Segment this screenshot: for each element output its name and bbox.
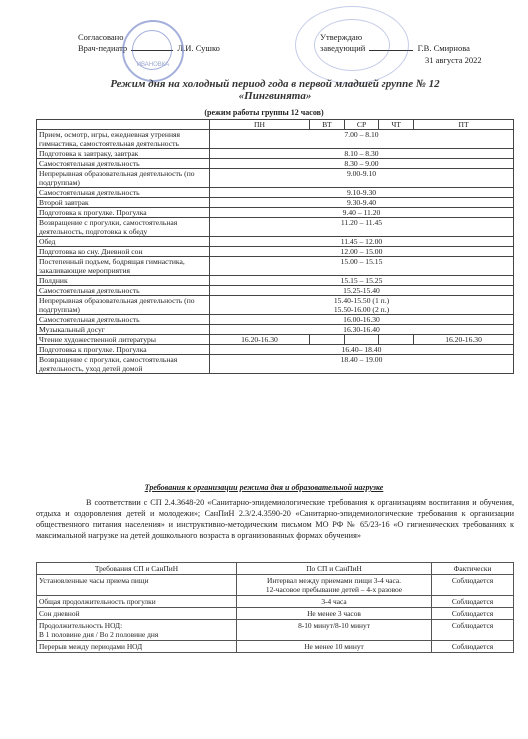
norm-cell — [237, 596, 432, 608]
stamp-left — [122, 20, 184, 82]
time-cell-empty — [344, 335, 378, 345]
time-cell — [210, 198, 514, 208]
time-cell — [210, 188, 514, 198]
time-value-2: 15.50-16.00 (2 п.) — [333, 305, 390, 314]
time-cell — [210, 257, 514, 276]
fact-text: Соблюдается — [451, 576, 494, 585]
activity-cell: Подготовка к завтраку, завтрак — [37, 149, 210, 159]
norm-text: Не менее 10 минут — [304, 642, 364, 651]
time-value: 16.40– 18.40 — [341, 345, 382, 354]
requirement-text: Сон дневной — [39, 609, 80, 618]
req-header: По СП и СанПиН — [237, 563, 432, 575]
activity-cell: Музыкальный досуг — [37, 325, 210, 335]
norm-cell — [237, 608, 432, 620]
schedule-row — [37, 335, 514, 345]
schedule-row — [37, 218, 514, 237]
time-cell-empty — [379, 335, 414, 345]
activity-cell: Непрерывная образовательная деятельность (по подгруппам) — [37, 296, 210, 315]
req-header: Требования СП и СанПиН — [37, 563, 237, 575]
schedule-row — [37, 315, 514, 325]
activity-cell: Самостоятельная деятельность — [37, 159, 210, 169]
activity-cell: Возвращение с прогулки, самостоятельная деятельность, уход детей домой — [37, 355, 210, 374]
time-value: 9.30-9.40 — [346, 198, 377, 207]
norm-text: Интервал между приемами пищи 3-4 часа. — [266, 576, 401, 585]
regulation-paragraph — [36, 497, 514, 541]
activity-cell: Самостоятельная деятельность — [37, 315, 210, 325]
time-value: 18.40 – 19.00 — [340, 355, 383, 364]
schedule-row — [37, 188, 514, 198]
time-cell — [210, 276, 514, 286]
schedule-row — [37, 355, 514, 374]
time-value: 15.15 – 15.25 — [340, 276, 383, 285]
requirement-row — [37, 620, 514, 641]
schedule-row — [37, 257, 514, 276]
stamp-inner-ring — [314, 19, 390, 71]
activity-cell: Непрерывная образовательная деятельность (по подгруппам) — [37, 169, 210, 188]
time-cell — [210, 208, 514, 218]
time-cell-mon: 16.20-16.30 — [210, 335, 310, 345]
requirement-text: Общая продолжительность прогулки — [39, 597, 156, 606]
time-cell — [210, 325, 514, 335]
approval-right-label: Утверждаю — [320, 32, 363, 42]
section-title: Требования к организации режима дня и образовательной нагрузке — [144, 483, 384, 492]
schedule-header-row — [37, 120, 514, 130]
time-cell — [210, 315, 514, 325]
requirements-table — [36, 562, 514, 653]
activity-cell: Постепенный подъем, бодрящая гимнастика, закаливающие мероприятия — [37, 257, 210, 276]
norm-text-2: 12-часовое пребывание детей – 4-х разовое — [265, 585, 403, 594]
approval-left-label: Согласовано — [78, 32, 124, 42]
title-line-1: Режим дня на холодный период года в первой младшей группе № 12 — [110, 78, 440, 90]
norm-text: 3-4 часа — [321, 597, 347, 606]
activity-cell: Самостоятельная деятельность — [37, 286, 210, 296]
activity-cell: Обед — [37, 237, 210, 247]
stamp-right — [295, 6, 409, 84]
norm-cell — [237, 641, 432, 653]
activity-cell: Подготовка к прогулке. Прогулка — [37, 345, 210, 355]
requirement-cell — [37, 596, 237, 608]
paragraph-text: В соответствии с СП 2.4.3648-20 «Санитарно-эпидемиологические требования к организациям воспитания и обучения, отдыха и оздоровления детей и молодежи»; СанПиН 2.3/2.4.3590-20 «Санитарно-эпидемиологические требования к организации общественного питания населения» и инструктивно-методическим письмом МО РФ № 65/23-16 «О гигиенических требованиях к максимальной нагрузке на детей дошкольного возраста в организованных формах обучения» — [36, 498, 514, 540]
time-cell — [210, 286, 514, 296]
approval-left-name: Л.И. Сушко — [177, 43, 220, 53]
time-cell — [210, 345, 514, 355]
schedule-row — [37, 149, 514, 159]
schedule-row — [37, 198, 514, 208]
subtitle: (режим работы группы 12 часов) — [204, 108, 324, 117]
activity-cell: Второй завтрак — [37, 198, 210, 208]
time-value: 15.40-15.50 (1 п.) — [333, 296, 390, 305]
time-value: 15.25-15.40 — [343, 286, 380, 295]
requirement-row — [37, 608, 514, 620]
schedule-row — [37, 169, 514, 188]
time-cell — [210, 130, 514, 149]
activity-cell: Прием, осмотр, игры, ежедневная утренняя гимнастика, самостоятельная деятельность — [37, 130, 210, 149]
fact-text: Соблюдается — [451, 621, 494, 630]
req-header: Фактически — [432, 563, 514, 575]
requirement-row — [37, 641, 514, 653]
norm-text: Не менее 3 часов — [307, 609, 361, 618]
requirement-cell — [37, 575, 237, 596]
document-title — [40, 78, 510, 102]
time-cell — [210, 218, 514, 237]
time-cell — [210, 355, 514, 374]
time-value: 9.40 – 11.20 — [342, 208, 381, 217]
requirement-cell — [37, 620, 237, 641]
time-cell — [210, 159, 514, 169]
day-header: ПТ — [414, 120, 514, 130]
time-value: 15.00 – 15.15 — [340, 257, 383, 266]
title-line-2: «Пингвинята» — [238, 90, 312, 102]
time-cell — [210, 247, 514, 257]
schedule-table — [36, 119, 514, 374]
fact-text: Соблюдается — [451, 642, 494, 651]
time-cell-empty — [309, 335, 344, 345]
time-cell — [210, 237, 514, 247]
time-cell — [210, 169, 514, 188]
norm-text: 8-10 минут/8-10 минут — [298, 621, 370, 630]
time-value: 16.30-16.40 — [343, 325, 380, 334]
day-header: ВТ — [309, 120, 344, 130]
time-value: 12.00 – 15.00 — [340, 247, 383, 256]
schedule-row — [37, 237, 514, 247]
day-header: ЧТ — [379, 120, 414, 130]
time-value: 9.00-9.10 — [346, 169, 377, 178]
time-value: 16.00-16.30 — [343, 315, 380, 324]
stamp-left-text: ИВАНОВКА — [136, 62, 170, 68]
time-cell — [210, 296, 514, 315]
fact-cell — [432, 575, 514, 596]
time-cell-fri: 16.20-16.30 — [414, 335, 514, 345]
activity-cell: Возвращение с прогулки, самостоятельная деятельность, подготовка к обеду — [37, 218, 210, 237]
activity-cell: Самостоятельная деятельность — [37, 188, 210, 198]
day-header: ПН — [210, 120, 310, 130]
activity-cell: Подготовка ко сну. Дневной сон — [37, 247, 210, 257]
schedule-row — [37, 296, 514, 315]
requirements-header-row — [37, 563, 514, 575]
time-value: 11.45 – 12.00 — [340, 237, 383, 246]
schedule-row — [37, 130, 514, 149]
time-value: 7.00 – 8.10 — [344, 130, 379, 139]
time-cell — [210, 149, 514, 159]
time-value: 8.30 – 9.00 — [344, 159, 379, 168]
fact-cell — [432, 641, 514, 653]
activity-cell: Чтение художественной литературы — [37, 335, 210, 345]
norm-cell — [237, 620, 432, 641]
schedule-row — [37, 159, 514, 169]
schedule-row — [37, 286, 514, 296]
norm-cell — [237, 575, 432, 596]
fact-text: Соблюдается — [451, 597, 494, 606]
fact-cell — [432, 596, 514, 608]
fact-text: Соблюдается — [451, 609, 494, 618]
time-value: 9.10-9.30 — [346, 188, 377, 197]
day-header: СР — [344, 120, 378, 130]
activity-cell: Подготовка к прогулке. Прогулка — [37, 208, 210, 218]
requirement-cell — [37, 608, 237, 620]
requirement-row — [37, 596, 514, 608]
approval-right-name: Г.В. Смирнова — [417, 43, 470, 53]
fact-cell — [432, 608, 514, 620]
time-value: 11.20 – 11.45 — [340, 218, 383, 227]
schedule-row — [37, 247, 514, 257]
time-value: 8.10 – 8.30 — [344, 149, 379, 158]
schedule-row — [37, 208, 514, 218]
schedule-row — [37, 345, 514, 355]
fact-cell — [432, 620, 514, 641]
approval-left-role: Врач-педиатр — [78, 43, 128, 53]
schedule-row — [37, 325, 514, 335]
schedule-header-empty — [37, 120, 210, 130]
requirement-text: Продолжительность НОД: — [39, 621, 123, 630]
requirement-text: Установленные часы приема пищи — [39, 576, 149, 585]
requirement-text: Перерыв между периодами НОД — [39, 642, 143, 651]
requirement-row — [37, 575, 514, 596]
approval-right-role: заведующий — [320, 43, 366, 53]
activity-cell: Полдник — [37, 276, 210, 286]
approval-date: 31 августа 2022 — [425, 55, 482, 65]
schedule-row — [37, 276, 514, 286]
requirement-cell — [37, 641, 237, 653]
requirement-text-2: В 1 половине дня / Во 2 половине дня — [39, 630, 159, 639]
